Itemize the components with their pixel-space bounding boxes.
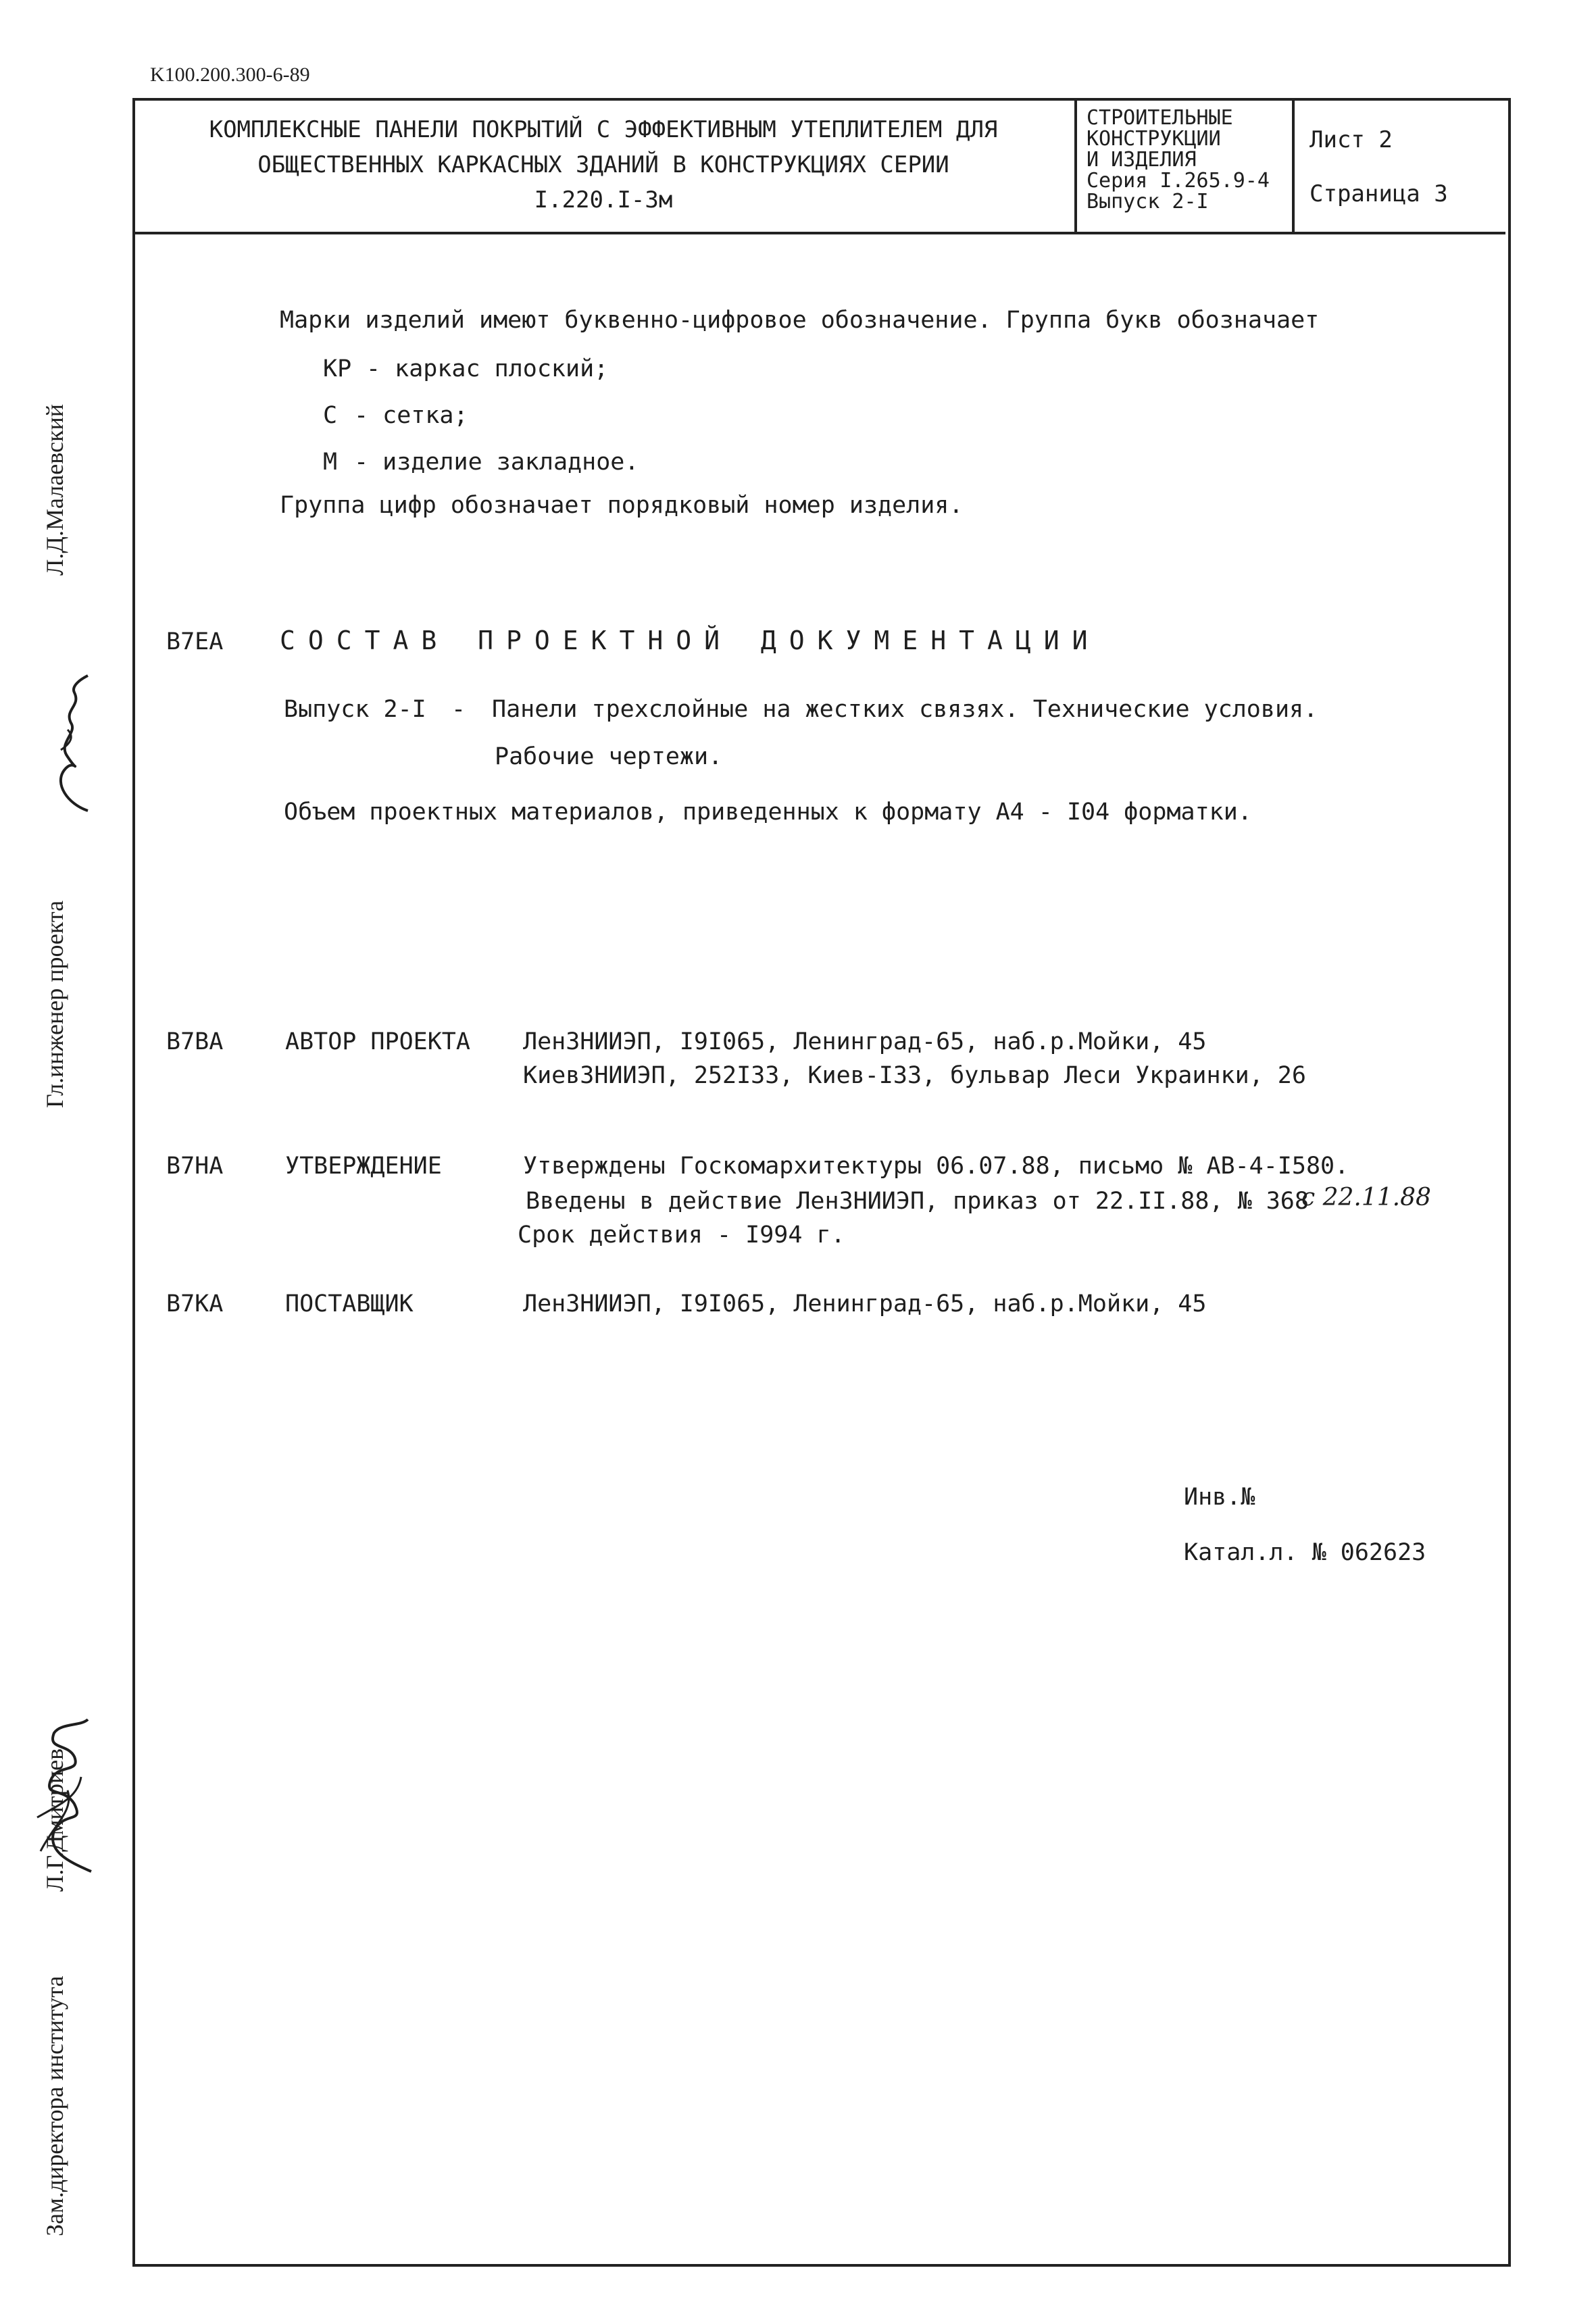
issue-dash: - bbox=[451, 696, 466, 723]
item-text: - сетка; bbox=[354, 402, 468, 429]
intro-line: Марки изделий имеют буквенно-цифровое обозначение. Группа букв обозначает bbox=[280, 307, 1320, 334]
title-block bbox=[132, 98, 1505, 234]
signatory-role: Гл.инженер проекта bbox=[41, 900, 68, 1108]
approval-line: Срок действия - I994 г. bbox=[518, 1222, 845, 1249]
author-line: ЛенЗНИИЭП, I9I065, Ленинград-65, наб.р.Мойки, 45 bbox=[523, 1028, 1207, 1055]
catalog-number: Катал.л. № 062623 bbox=[1184, 1539, 1426, 1566]
item-code: С bbox=[323, 402, 338, 429]
supplier-line: ЛенЗНИИЭП, I9I065, Ленинград-65, наб.р.Мойки, 45 bbox=[523, 1290, 1207, 1317]
category-line: СТРОИТЕЛЬНЫЕ bbox=[1087, 106, 1233, 130]
sheet-cell bbox=[1295, 98, 1505, 232]
item-text: - изделие закладное. bbox=[354, 449, 639, 476]
item-code: М bbox=[323, 449, 338, 476]
series-cell bbox=[1077, 98, 1295, 232]
signatory-role: Зам.директора института bbox=[41, 1976, 68, 2236]
title-line: ОБЩЕСТВЕННЫХ КАРКАСНЫХ ЗДАНИЙ В КОНСТРУКЦИЯХ СЕРИИ bbox=[257, 151, 949, 178]
volume-text: Объем проектных материалов, приведенных к формату А4 - I04 форматки. bbox=[284, 799, 1252, 826]
section-label: УТВЕРЖДЕНИЕ bbox=[285, 1153, 442, 1180]
section-heading: СОСТАВ ПРОЕКТНОЙ ДОКУМЕНТАЦИИ bbox=[280, 626, 1101, 655]
title-line: КОМПЛЕКСНЫЕ ПАНЕЛИ ПОКРЫТИЙ С ЭФФЕКТИВНЫМ УТЕПЛИТЕЛЕМ ДЛЯ bbox=[209, 116, 998, 143]
document-title bbox=[132, 98, 1077, 232]
issue-number: Выпуск 2-I bbox=[1087, 190, 1209, 213]
title-line: I.220.I-3м bbox=[534, 186, 673, 213]
section-label: АВТОР ПРОЕКТА bbox=[285, 1028, 470, 1055]
page-number: Страница 3 bbox=[1310, 180, 1448, 207]
handwritten-date: с 22.11.88 bbox=[1301, 1184, 1431, 1211]
issue-label: Выпуск 2-I bbox=[284, 696, 426, 723]
item-text: - каркас плоский; bbox=[366, 355, 609, 382]
approval-line: Утверждены Госкомархитектуры 06.07.88, письмо № АВ-4-I580. bbox=[523, 1153, 1349, 1180]
section-code: В7ВА bbox=[166, 1028, 224, 1055]
item-code: КР bbox=[323, 355, 352, 382]
signature-2 bbox=[27, 1716, 101, 1885]
sheet-number: Лист 2 bbox=[1310, 126, 1393, 153]
category-line: КОНСТРУКЦИИ bbox=[1087, 127, 1221, 151]
series-number: Серия I.265.9-4 bbox=[1087, 169, 1270, 193]
inventory-number: Инв.№ bbox=[1184, 1484, 1255, 1511]
intro-line: Группа цифр обозначает порядковый номер изделия. bbox=[280, 492, 964, 519]
signatory-name: Л.Д.Малаевский bbox=[41, 404, 68, 576]
approval-line: Введены в действие ЛенЗНИИЭП, приказ от 22.II.88, № 368 bbox=[526, 1188, 1309, 1215]
signatory-name: Л.Г.Дмитриев bbox=[41, 1748, 68, 1892]
section-code: В7НА bbox=[166, 1153, 224, 1180]
category-line: И ИЗДЕЛИЯ bbox=[1087, 148, 1197, 172]
signature-1 bbox=[41, 669, 95, 824]
document-code: K100.200.300-6-89 bbox=[150, 64, 310, 86]
section-code: В7КА bbox=[166, 1290, 224, 1317]
section-label: ПОСТАВЩИК bbox=[285, 1290, 414, 1317]
page-frame bbox=[132, 98, 1511, 2267]
author-line: КиевЗНИИЭП, 252I33, Киев-I33, бульвар Леси Украинки, 26 bbox=[523, 1062, 1306, 1089]
section-code: В7ЕА bbox=[166, 628, 224, 655]
issue-text: Рабочие чертежи. bbox=[495, 743, 723, 770]
issue-text: Панели трехслойные на жестких связях. Технические условия. bbox=[492, 696, 1318, 723]
